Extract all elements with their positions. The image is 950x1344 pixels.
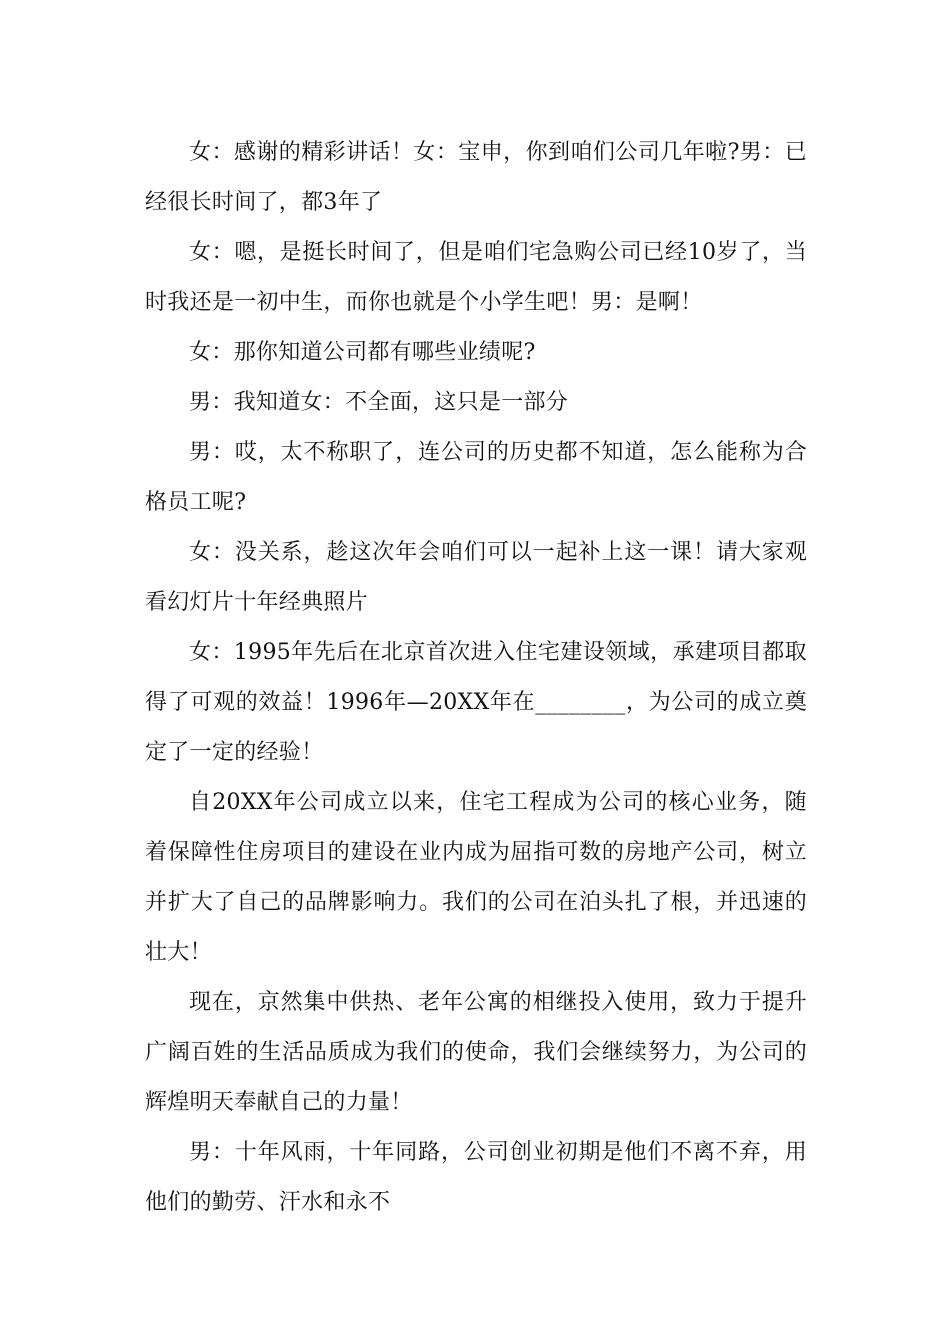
document-body: [145, 128, 807, 1228]
paragraph: 现在，京然集中供热、老年公寓的相继投入使用，致力于提升广阔百姓的生活品质成为我们的使命，我们会继续努力，为公司的辉煌明天奉献自己的力量！: [145, 990, 807, 1115]
paragraph: 自20XX年公司成立以来，住宅工程成为公司的核心业务，随着保障性住房项目的建设在业内成为屈指可数的房地产公司，树立并扩大了自己的品牌影响力。我们的公司在泊头扎了根，并迅速的壮大！: [145, 790, 807, 965]
paragraph: 男：我知道女：不全面，这只是一部分: [189, 390, 569, 415]
paragraph: 女：没关系，趁这次年会咱们可以一起补上这一课！请大家观看幻灯片十年经典照片: [145, 540, 807, 615]
paragraph: 女：嗯，是挺长时间了，但是咱们宅急购公司已经10岁了，当时我还是一初中生，而你也就是个小学生吧！男：是啊！: [145, 240, 807, 315]
paragraph: 男：十年风雨，十年同路，公司创业初期是他们不离不弃，用他们的勤劳、汗水和永不: [145, 1140, 807, 1215]
paragraph: 女：那你知道公司都有哪些业绩呢?: [189, 340, 536, 365]
paragraph: 女：1995年先后在北京首次进入住宅建设领域，承建项目都取得了可观的效益！1996年—20XX年在________，为公司的成立奠定了一定的经验！: [145, 640, 807, 765]
paragraph: 女：感谢的精彩讲话！女：宝申，你到咱们公司几年啦?男：已经很长时间了，都3年了: [145, 140, 807, 215]
paragraph: 男：哎，太不称职了，连公司的历史都不知道，怎么能称为合格员工呢?: [145, 440, 807, 515]
